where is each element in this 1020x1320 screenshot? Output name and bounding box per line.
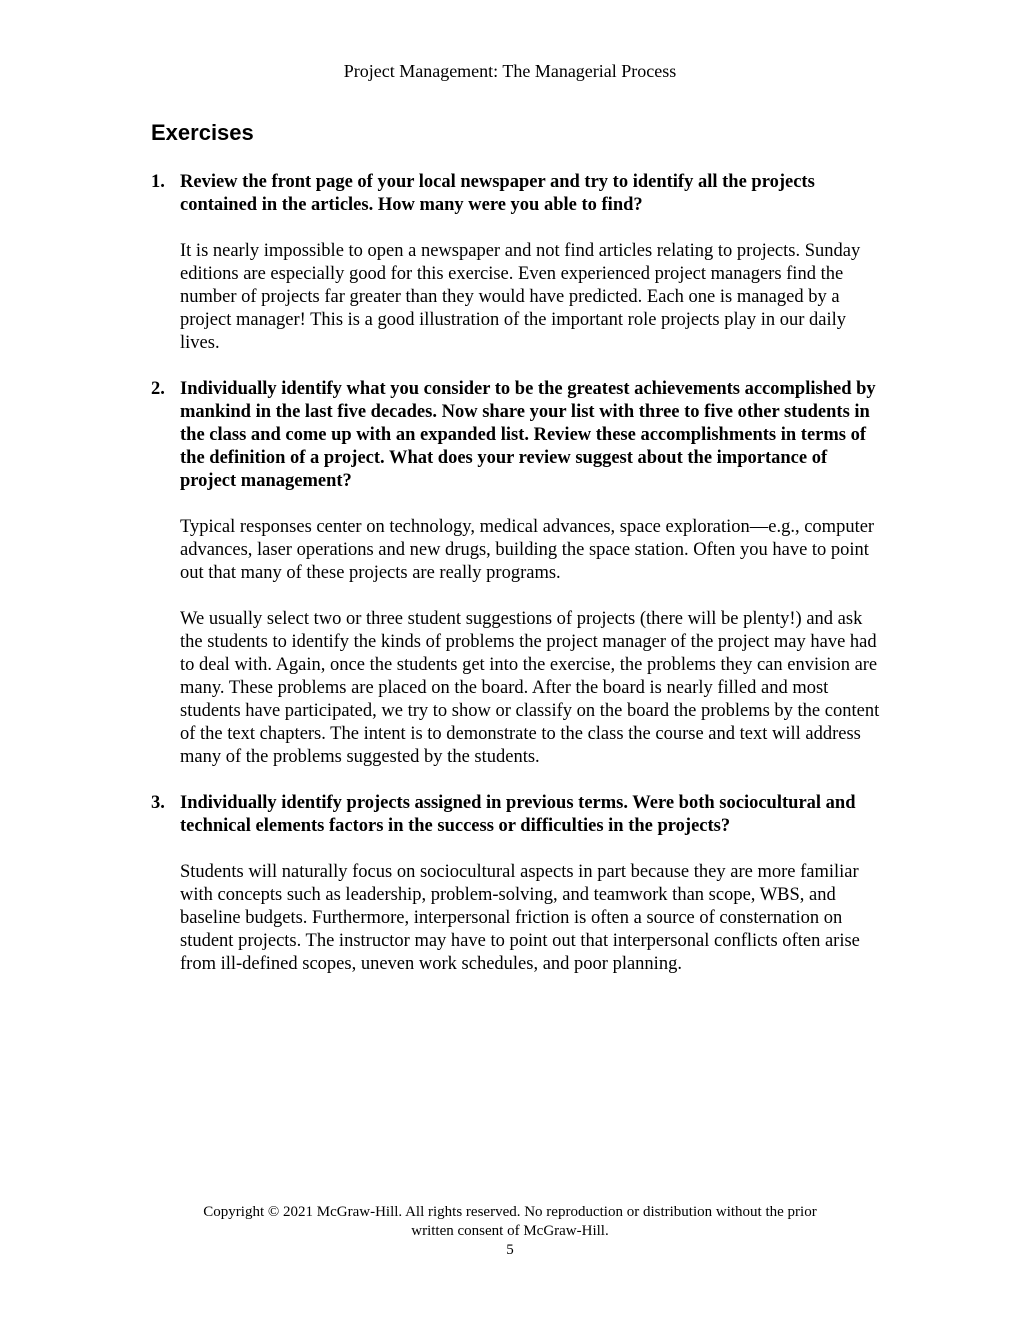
exercise-number: 1. bbox=[151, 172, 165, 192]
exercise-number: 2. bbox=[151, 379, 165, 399]
section-title: Exercises bbox=[151, 120, 254, 145]
exercise-number: 3. bbox=[151, 793, 165, 813]
running-header: Project Management: The Managerial Process bbox=[343, 61, 677, 81]
exercise-answer: Students will naturally focus on sociocultural aspects in part because they are more familiar with concepts such as leadership, problem-solving, and teamwork than scope, WBS, and baseline budgets. Furthermore, interpersonal friction is often a source of consternation on student projects. The instructor may have to point out that interpersonal conflicts often arise from ill-defined scopes, uneven work schedules, and poor planning. bbox=[180, 862, 860, 974]
exercise-answer: We usually select two or three student suggestions of projects (there will be plenty!) and ask the students to identify the kinds of problems the project manager of the project may have had to deal with. Again, once the students get into the exercise, the problems they can envision are many. These problems are placed on the board. After the board is nearly filled and most students have participated, we try to show or classify on the board the problems by the content of the text chapters. The intent is to demonstrate to the class the course and text will address many of the problems suggested by the students. bbox=[180, 609, 880, 767]
exercise-item bbox=[151, 171, 881, 355]
exercise-item bbox=[151, 378, 881, 769]
exercise-list bbox=[151, 171, 881, 976]
exercise-answer: Typical responses center on technology, medical advances, space exploration—e.g., computer advances, laser operations and new drugs, building the space station. Often you have to point out that many of these projects are really programs. bbox=[180, 517, 875, 583]
exercise-question: Individually identify what you consider to be the greatest achievements accomplished by mankind in the last five decades. Now share your list with three to five other students in the class and come up with an expanded list. Review these accomplishments in terms of the definition of a project. What does your review suggest about the importance of project management? bbox=[180, 379, 876, 491]
exercise-question: Individually identify projects assigned in previous terms. Were both sociocultural and technical elements factors in the success or difficulties in the projects? bbox=[180, 793, 856, 836]
copyright-notice: Copyright © 2021 McGraw-Hill. All rights reserved. No reproduction or distribution without the prior bbox=[203, 1204, 817, 1220]
copyright-notice-continued: written consent of McGraw-Hill. bbox=[411, 1223, 609, 1239]
exercise-question: Review the front page of your local newspaper and try to identify all the projects contained in the articles. How many were you able to find? bbox=[180, 172, 815, 215]
page-number: 5 bbox=[506, 1242, 514, 1258]
exercise-item bbox=[151, 792, 881, 976]
page-footer bbox=[0, 1203, 1020, 1260]
exercise-answer: It is nearly impossible to open a newspaper and not find articles relating to projects. Sunday editions are especially good for this exercise. Even experienced project managers find the number of projects far greater than they would have predicted. Each one is managed by a project manager! This is a good illustration of the important role projects play in our daily lives. bbox=[180, 241, 861, 353]
